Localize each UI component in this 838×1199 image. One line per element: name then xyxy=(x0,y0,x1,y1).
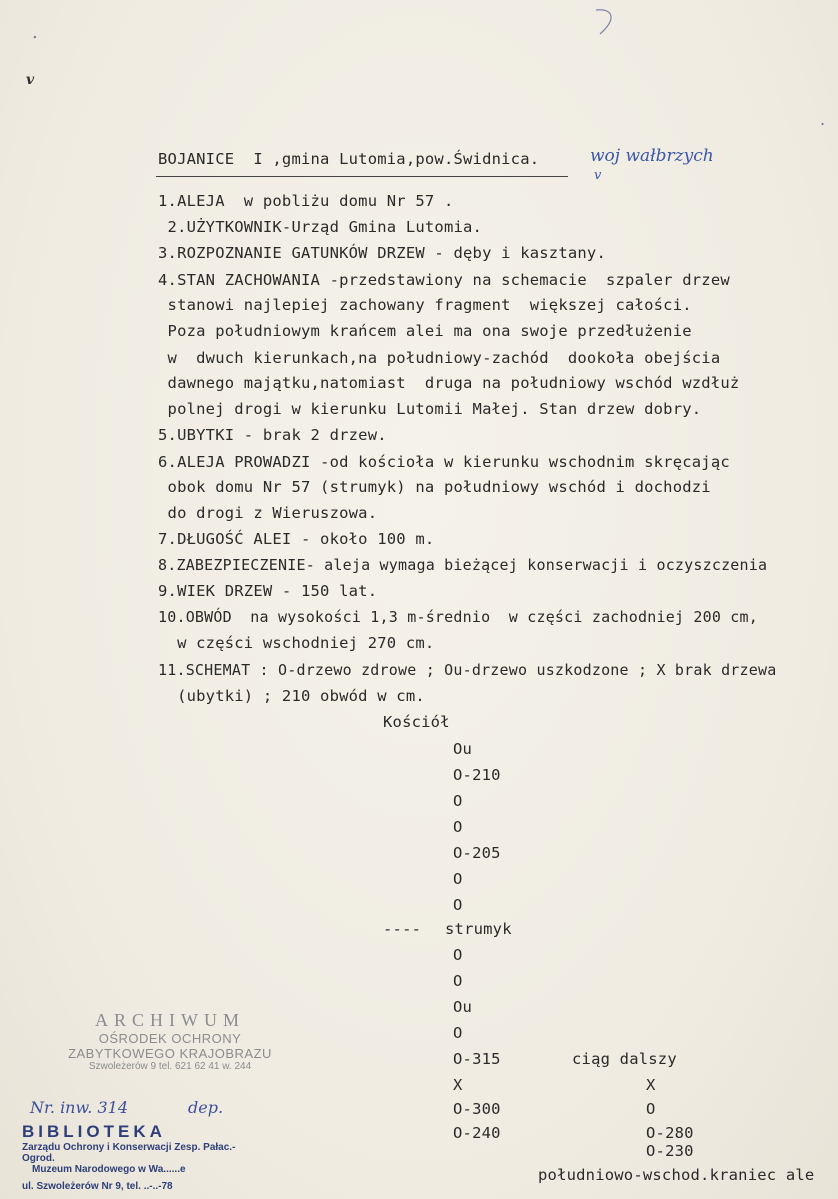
handwritten-mark: v xyxy=(594,168,602,183)
item-line: 7.DŁUGOŚĆ ALEI - około 100 m. xyxy=(158,530,435,548)
schema-church-label: Kościół xyxy=(383,713,450,731)
item-line: 6.ALEJA PROWADZI -od kościoła w kierunku wschodnim skręcając xyxy=(158,453,730,471)
deposit-note: dep. xyxy=(188,1098,224,1117)
schema-tree: O xyxy=(453,1024,463,1042)
library-stamp-line: Muzeum Narodowego w Wa......e xyxy=(32,1164,186,1175)
schema-tree: O xyxy=(453,972,463,990)
library-stamp-line: Zarządu Ochrony i Konserwacji Zesp. Pałac.-Ogrod. xyxy=(22,1142,236,1164)
item-line: Poza południowym krańcem alei ma ona swoje przedłużenie xyxy=(158,322,692,340)
inventory-note: Nr. inw. 314 xyxy=(30,1098,128,1117)
item-line: 2.UŻYTKOWNIK-Urząd Gmina Lutomia. xyxy=(158,218,483,236)
archive-stamp-title: ARCHIWUM xyxy=(95,1010,245,1030)
archive-stamp xyxy=(55,1010,285,1072)
item-line: w dwuch kierunkach,na południowy-zachód dookoła obejścia xyxy=(158,349,721,367)
handwritten-annotation: woj wałbrzych xyxy=(590,146,714,166)
corner-mark: . xyxy=(32,22,38,43)
library-stamp-title: BIBLIOTEKA xyxy=(22,1122,166,1141)
title-underline xyxy=(156,176,568,177)
schema-tree: O-205 xyxy=(453,844,501,862)
item-line: 1.ALEJA w pobliżu domu Nr 57 . xyxy=(158,192,454,210)
schema-tree: X xyxy=(453,1076,463,1094)
item-line: 3.ROZPOZNANIE GATUNKÓW DRZEW - dęby i kasztany. xyxy=(158,244,606,262)
schema-tree: Ou xyxy=(453,998,473,1016)
schema-continuation-label: ciąg dalszy xyxy=(572,1050,677,1068)
schema-tree: O-280 xyxy=(646,1124,694,1142)
schema-tree: O xyxy=(453,818,463,836)
item-line: dawnego majątku,natomiast druga na południowy wschód wzdłuż xyxy=(158,374,740,392)
archive-stamp-line: ZABYTKOWEGO KRAJOBRAZU xyxy=(68,1046,272,1061)
item-line: 8.ZABEZPIECZENIE- aleja wymaga bieżącej konserwacji i oczyszczenia xyxy=(158,556,768,574)
document-title: BOJANICE I ,gmina Lutomia,pow.Świdnica. xyxy=(158,150,540,168)
archive-stamp-address: Szwoleżerów 9 tel. 621 62 41 w. 244 xyxy=(88,1061,252,1072)
item-line: 4.STAN ZACHOWANIA -przedstawiony na schemacie szpaler drzew xyxy=(158,271,730,289)
item-line: do drogi z Wieruszowa. xyxy=(158,504,378,522)
schema-tree: O-315 xyxy=(453,1050,501,1068)
pencil-stroke-icon xyxy=(592,4,622,40)
schema-tree: Ou xyxy=(453,740,473,758)
item-line: 9.WIEK DRZEW - 150 lat. xyxy=(158,582,378,600)
schema-tree: O-240 xyxy=(453,1124,501,1142)
item-line: 11.SCHEMAT : O-drzewo zdrowe ; Ou-drzewo uszkodzone ; X brak drzewa xyxy=(158,661,777,679)
schema-tree: O-210 xyxy=(453,766,501,784)
schema-stream-label: strumyk xyxy=(445,920,512,938)
schema-tree: O xyxy=(453,946,463,964)
schema-tree: O-300 xyxy=(453,1100,501,1118)
schema-tree: O xyxy=(646,1100,656,1118)
margin-mark: . xyxy=(820,110,826,129)
item-line: w części wschodniej 270 cm. xyxy=(158,634,435,652)
corner-mark-v: v xyxy=(26,72,35,88)
item-line: 5.UBYTKI - brak 2 drzew. xyxy=(158,426,387,444)
archive-stamp-line: OŚRODEK OCHRONY xyxy=(98,1031,242,1046)
library-stamp xyxy=(22,1122,252,1192)
item-line: polnej drogi w kierunku Lutomii Małej. Stan drzew dobry. xyxy=(158,400,702,418)
item-line: 10.OBWÓD na wysokości 1,3 m-średnio w części zachodniej 200 cm, xyxy=(158,608,758,626)
item-line: (ubytki) ; 210 obwód w cm. xyxy=(158,687,425,705)
schema-tree: O xyxy=(453,896,463,914)
schema-tree: O-230 xyxy=(646,1142,694,1160)
schema-tree: X xyxy=(646,1076,656,1094)
item-line: obok domu Nr 57 (strumyk) na południowy wschód i dochodzi xyxy=(158,478,711,496)
schema-end-label: południowo-wschod.kraniec ale xyxy=(538,1166,815,1184)
schema-tree: O xyxy=(453,792,463,810)
item-line: stanowi najlepiej zachowany fragment większej całości. xyxy=(158,296,692,314)
schema-tree: O xyxy=(453,870,463,888)
library-stamp-address: ul. Szwoleżerów Nr 9, tel. ..-..-78 xyxy=(22,1181,173,1192)
schema-stream-dashes: ---- xyxy=(383,920,422,938)
